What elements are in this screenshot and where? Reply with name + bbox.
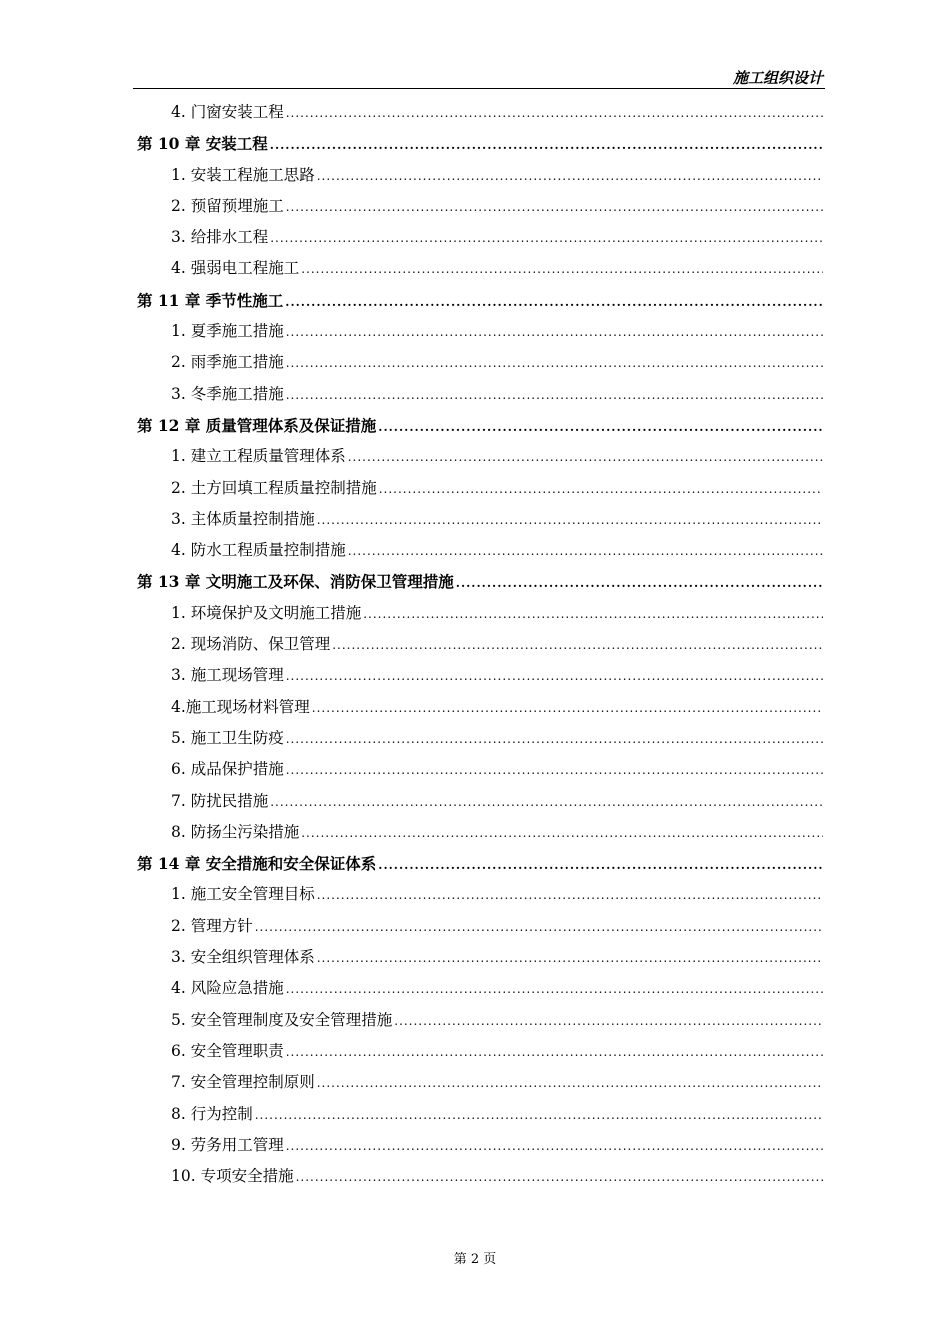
toc-entry-label: 7. 安全管理控制原则 (171, 1073, 315, 1092)
dot-leader (270, 787, 823, 817)
toc-entry-label: 7. 防扰民措施 (171, 791, 269, 810)
toc-entry-label: 3. 安全组织管理体系 (171, 948, 315, 967)
toc-entry-label: 3. 主体质量控制措施 (171, 509, 315, 528)
toc-section-entry[interactable] (137, 629, 823, 660)
toc-section-entry[interactable] (137, 1130, 823, 1161)
dot-leader (363, 599, 823, 629)
page-header (133, 68, 825, 89)
dot-leader (348, 536, 823, 566)
toc-entry-label: 5. 安全管理制度及安全管理措施 (171, 1010, 393, 1029)
toc-entry-label: 2. 现场消防、保卫管理 (171, 635, 331, 654)
toc-section-entry[interactable] (137, 473, 823, 504)
toc-section-entry[interactable] (137, 786, 823, 817)
dot-leader (286, 1037, 823, 1067)
toc-section-entry[interactable] (137, 160, 823, 191)
dot-leader (286, 661, 823, 691)
toc-chapter-entry[interactable] (137, 128, 823, 159)
toc-entry-label: 1. 安装工程施工思路 (171, 165, 315, 184)
toc-entry-label: 3. 给排水工程 (171, 228, 269, 247)
dot-leader (301, 254, 823, 284)
toc-entry-label: 1. 施工安全管理目标 (171, 885, 315, 904)
dot-leader (286, 1131, 823, 1161)
dot-leader (255, 912, 823, 942)
dot-leader (332, 630, 823, 660)
toc-section-entry[interactable] (137, 879, 823, 910)
dot-leader (312, 693, 823, 723)
toc-entry-label: 4. 风险应急措施 (171, 979, 284, 998)
header-title: 施工组织设计 (732, 69, 823, 87)
toc-section-entry[interactable] (137, 253, 823, 284)
toc-section-entry[interactable] (137, 379, 823, 410)
dot-leader (394, 1006, 823, 1036)
toc-section-entry[interactable] (137, 347, 823, 378)
toc-entry-label: 9. 劳务用工管理 (171, 1135, 284, 1154)
toc-entry-label: 1. 建立工程质量管理体系 (171, 447, 346, 466)
toc-entry-label: 4. 门窗安装工程 (171, 103, 284, 121)
toc-entry-label: 6. 成品保护措施 (171, 760, 284, 779)
toc-section-entry[interactable] (137, 660, 823, 691)
toc-entry-label: 3. 施工现场管理 (171, 666, 284, 685)
toc-entry-label: 6. 安全管理职责 (171, 1041, 284, 1060)
dot-leader (286, 974, 823, 1004)
toc-entry-label: 8. 防扬尘污染措施 (171, 822, 300, 841)
dot-leader (456, 568, 823, 597)
toc-entry-label: 2. 预留预埋施工 (171, 196, 284, 215)
dot-leader (286, 317, 823, 347)
toc-section-entry[interactable] (137, 1099, 823, 1130)
toc-entry-label: 第 12 章 质量管理体系及保证措施 (137, 415, 377, 435)
dot-leader (379, 474, 823, 504)
toc-entry-label: 10. 专项安全措施 (171, 1167, 294, 1186)
toc-entry-label: 8. 行为控制 (171, 1104, 253, 1123)
toc-chapter-entry[interactable] (137, 566, 823, 597)
dot-leader (378, 850, 823, 879)
toc-entry-label: 4. 强弱电工程施工 (171, 259, 300, 278)
toc-section-entry[interactable] (137, 973, 823, 1004)
toc-entry-label: 2. 雨季施工措施 (171, 353, 284, 372)
toc-entry-label: 1. 夏季施工措施 (171, 322, 284, 341)
toc-section-entry[interactable] (137, 817, 823, 848)
dot-leader (286, 380, 823, 410)
dot-leader (348, 442, 823, 472)
toc-chapter-entry[interactable] (137, 410, 823, 441)
toc-entry-label: 4. 防水工程质量控制措施 (171, 541, 346, 560)
dot-leader (255, 1100, 823, 1130)
toc-section-entry[interactable] (137, 1036, 823, 1067)
toc-section-entry[interactable] (137, 1005, 823, 1036)
toc-entry-label: 第 14 章 安全措施和安全保证体系 (137, 854, 377, 874)
toc-section-entry[interactable] (137, 754, 823, 785)
toc-entry-label: 5. 施工卫生防疫 (171, 728, 284, 747)
dot-leader (286, 755, 823, 785)
dot-leader (301, 818, 823, 848)
toc-section-entry[interactable] (137, 222, 823, 253)
toc-section-entry[interactable] (137, 504, 823, 535)
dot-leader (317, 880, 823, 910)
toc-section-entry[interactable] (137, 598, 823, 629)
toc-entry-label: 第 11 章 季节性施工 (137, 290, 284, 310)
toc-entry-label: 1. 环境保护及文明施工措施 (171, 603, 362, 622)
dot-leader (317, 161, 823, 191)
toc-entry-label: 4.施工现场材料管理 (171, 697, 310, 716)
dot-leader (285, 287, 823, 316)
toc-section-entry[interactable] (137, 692, 823, 723)
toc-section-entry[interactable] (137, 911, 823, 942)
dot-leader (378, 412, 823, 441)
toc-entry-label: 3. 冬季施工措施 (171, 384, 284, 403)
dot-leader (270, 223, 823, 253)
toc-entry-label: 2. 管理方针 (171, 916, 253, 935)
dot-leader (286, 98, 823, 128)
dot-leader (317, 1068, 823, 1098)
dot-leader (317, 943, 823, 973)
dot-leader (286, 724, 823, 754)
toc-section-entry[interactable] (137, 1161, 823, 1192)
toc-section-entry[interactable] (137, 191, 823, 222)
toc-section-entry[interactable] (137, 1067, 823, 1098)
toc-section-entry[interactable] (137, 97, 823, 128)
toc-entry-label: 2. 土方回填工程质量控制措施 (171, 478, 377, 497)
dot-leader (270, 130, 823, 159)
toc-section-entry[interactable] (137, 942, 823, 973)
toc-entry-label: 第 10 章 安装工程 (137, 134, 268, 154)
toc-section-entry[interactable] (137, 723, 823, 754)
table-of-contents (137, 97, 823, 1192)
dot-leader (286, 348, 823, 378)
toc-section-entry[interactable] (137, 441, 823, 472)
toc-section-entry[interactable] (137, 535, 823, 566)
dot-leader (296, 1162, 823, 1192)
page-number: 第 2 页 (453, 1252, 497, 1267)
toc-chapter-entry[interactable] (137, 285, 823, 316)
toc-chapter-entry[interactable] (137, 848, 823, 879)
toc-entry-label: 第 13 章 文明施工及环保、消防保卫管理措施 (137, 572, 454, 592)
toc-section-entry[interactable] (137, 316, 823, 347)
dot-leader (317, 505, 823, 535)
dot-leader (286, 192, 823, 222)
